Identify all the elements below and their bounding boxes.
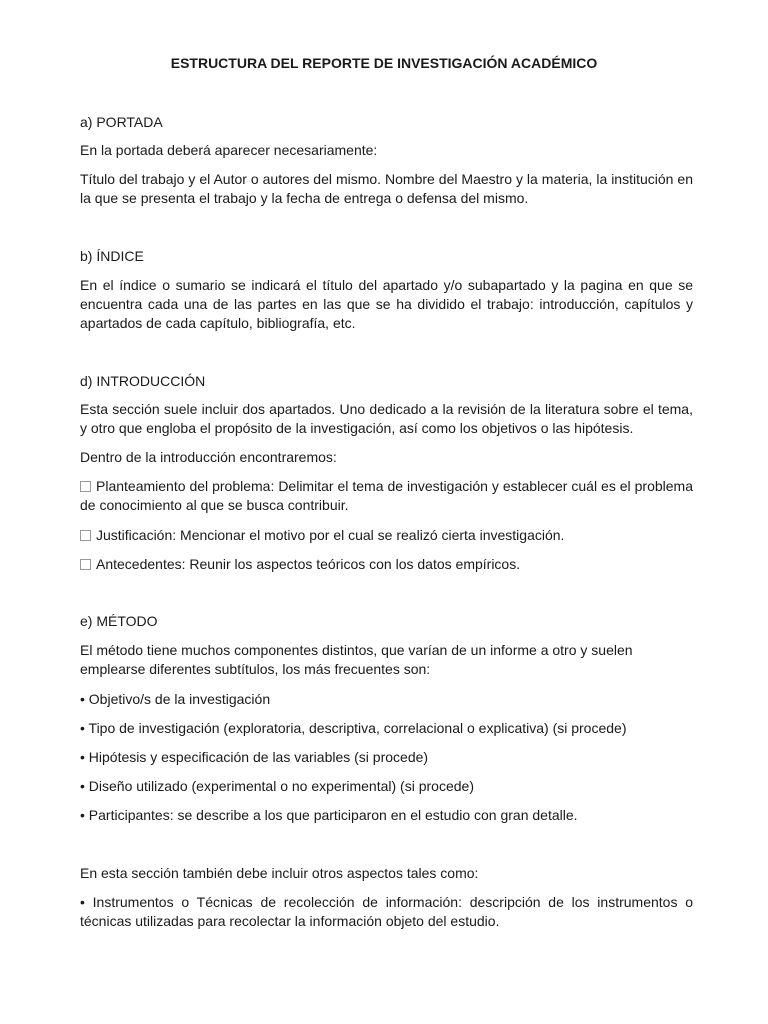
checkbox-bullet-icon [80, 559, 91, 570]
list-item: Antecedentes: Reunir los aspectos teóricos con los datos empíricos. [80, 555, 693, 574]
section-heading-indice: b) ÍNDICE [80, 248, 144, 264]
section-heading-portada: a) PORTADA [80, 114, 163, 130]
portada-intro: En la portada deberá aparecer necesariamente: [80, 142, 378, 158]
list-item: • Tipo de investigación (exploratoria, descriptiva, correlacional o explicativa) (si procede) [80, 720, 627, 736]
list-item: Planteamiento del problema: Delimitar el tema de investigación y establecer cuál es el problema de conocimiento al que se busca contribuir. [80, 478, 693, 513]
document-title: ESTRUCTURA DEL REPORTE DE INVESTIGACIÓN ACADÉMICO [170, 55, 598, 71]
list-item: • Objetivo/s de la investigación [80, 691, 271, 707]
list-item: • Instrumentos o Técnicas de recolección de información: descripción de los instrumentos o técnicas utilizadas para recolectar la información objeto del estudio. [80, 894, 693, 929]
metodo-lead: En esta sección también debe incluir otros aspectos tales como: [80, 865, 479, 881]
introduccion-lead: Dentro de la introducción encontraremos: [80, 449, 337, 465]
section-heading-introduccion: d) INTRODUCCIÓN [80, 373, 206, 389]
list-item: • Hipótesis y especificación de las variables (si procede) [80, 749, 429, 765]
portada-body: Título del trabajo y el Autor o autores del mismo. Nombre del Maestro y la materia, la institución en la que se presenta el trabajo y la fecha de entrega o defensa del mismo. [80, 171, 693, 206]
metodo-body: El método tiene muchos componentes distintos, que varían de un informe a otro y suelen emplearse diferentes subtítulos, los más frecuentes son: [80, 642, 633, 677]
section-heading-metodo: e) MÉTODO [80, 613, 158, 629]
checkbox-bullet-icon [80, 481, 91, 492]
introduccion-body: Esta sección suele incluir dos apartados. Uno dedicado a la revisión de la literatura sobre el tema, y otro que engloba el propósito de la investigación, así como los objetivos o las hipótesis. [80, 401, 693, 436]
indice-body: En el índice o sumario se indicará el título del apartado y/o subapartado y la pagina en que se encuentra cada una de las partes en las que se ha dividido el trabajo: introducción, capítulos y apartados de cada capítulo, bibliografía, etc. [80, 277, 693, 331]
list-item: • Diseño utilizado (experimental o no experimental) (si procede) [80, 778, 474, 794]
list-item: Justificación: Mencionar el motivo por el cual se realizó cierta investigación. [80, 526, 693, 545]
checkbox-bullet-icon [80, 530, 91, 541]
list-item: • Participantes: se describe a los que participaron en el estudio con gran detalle. [80, 807, 578, 823]
